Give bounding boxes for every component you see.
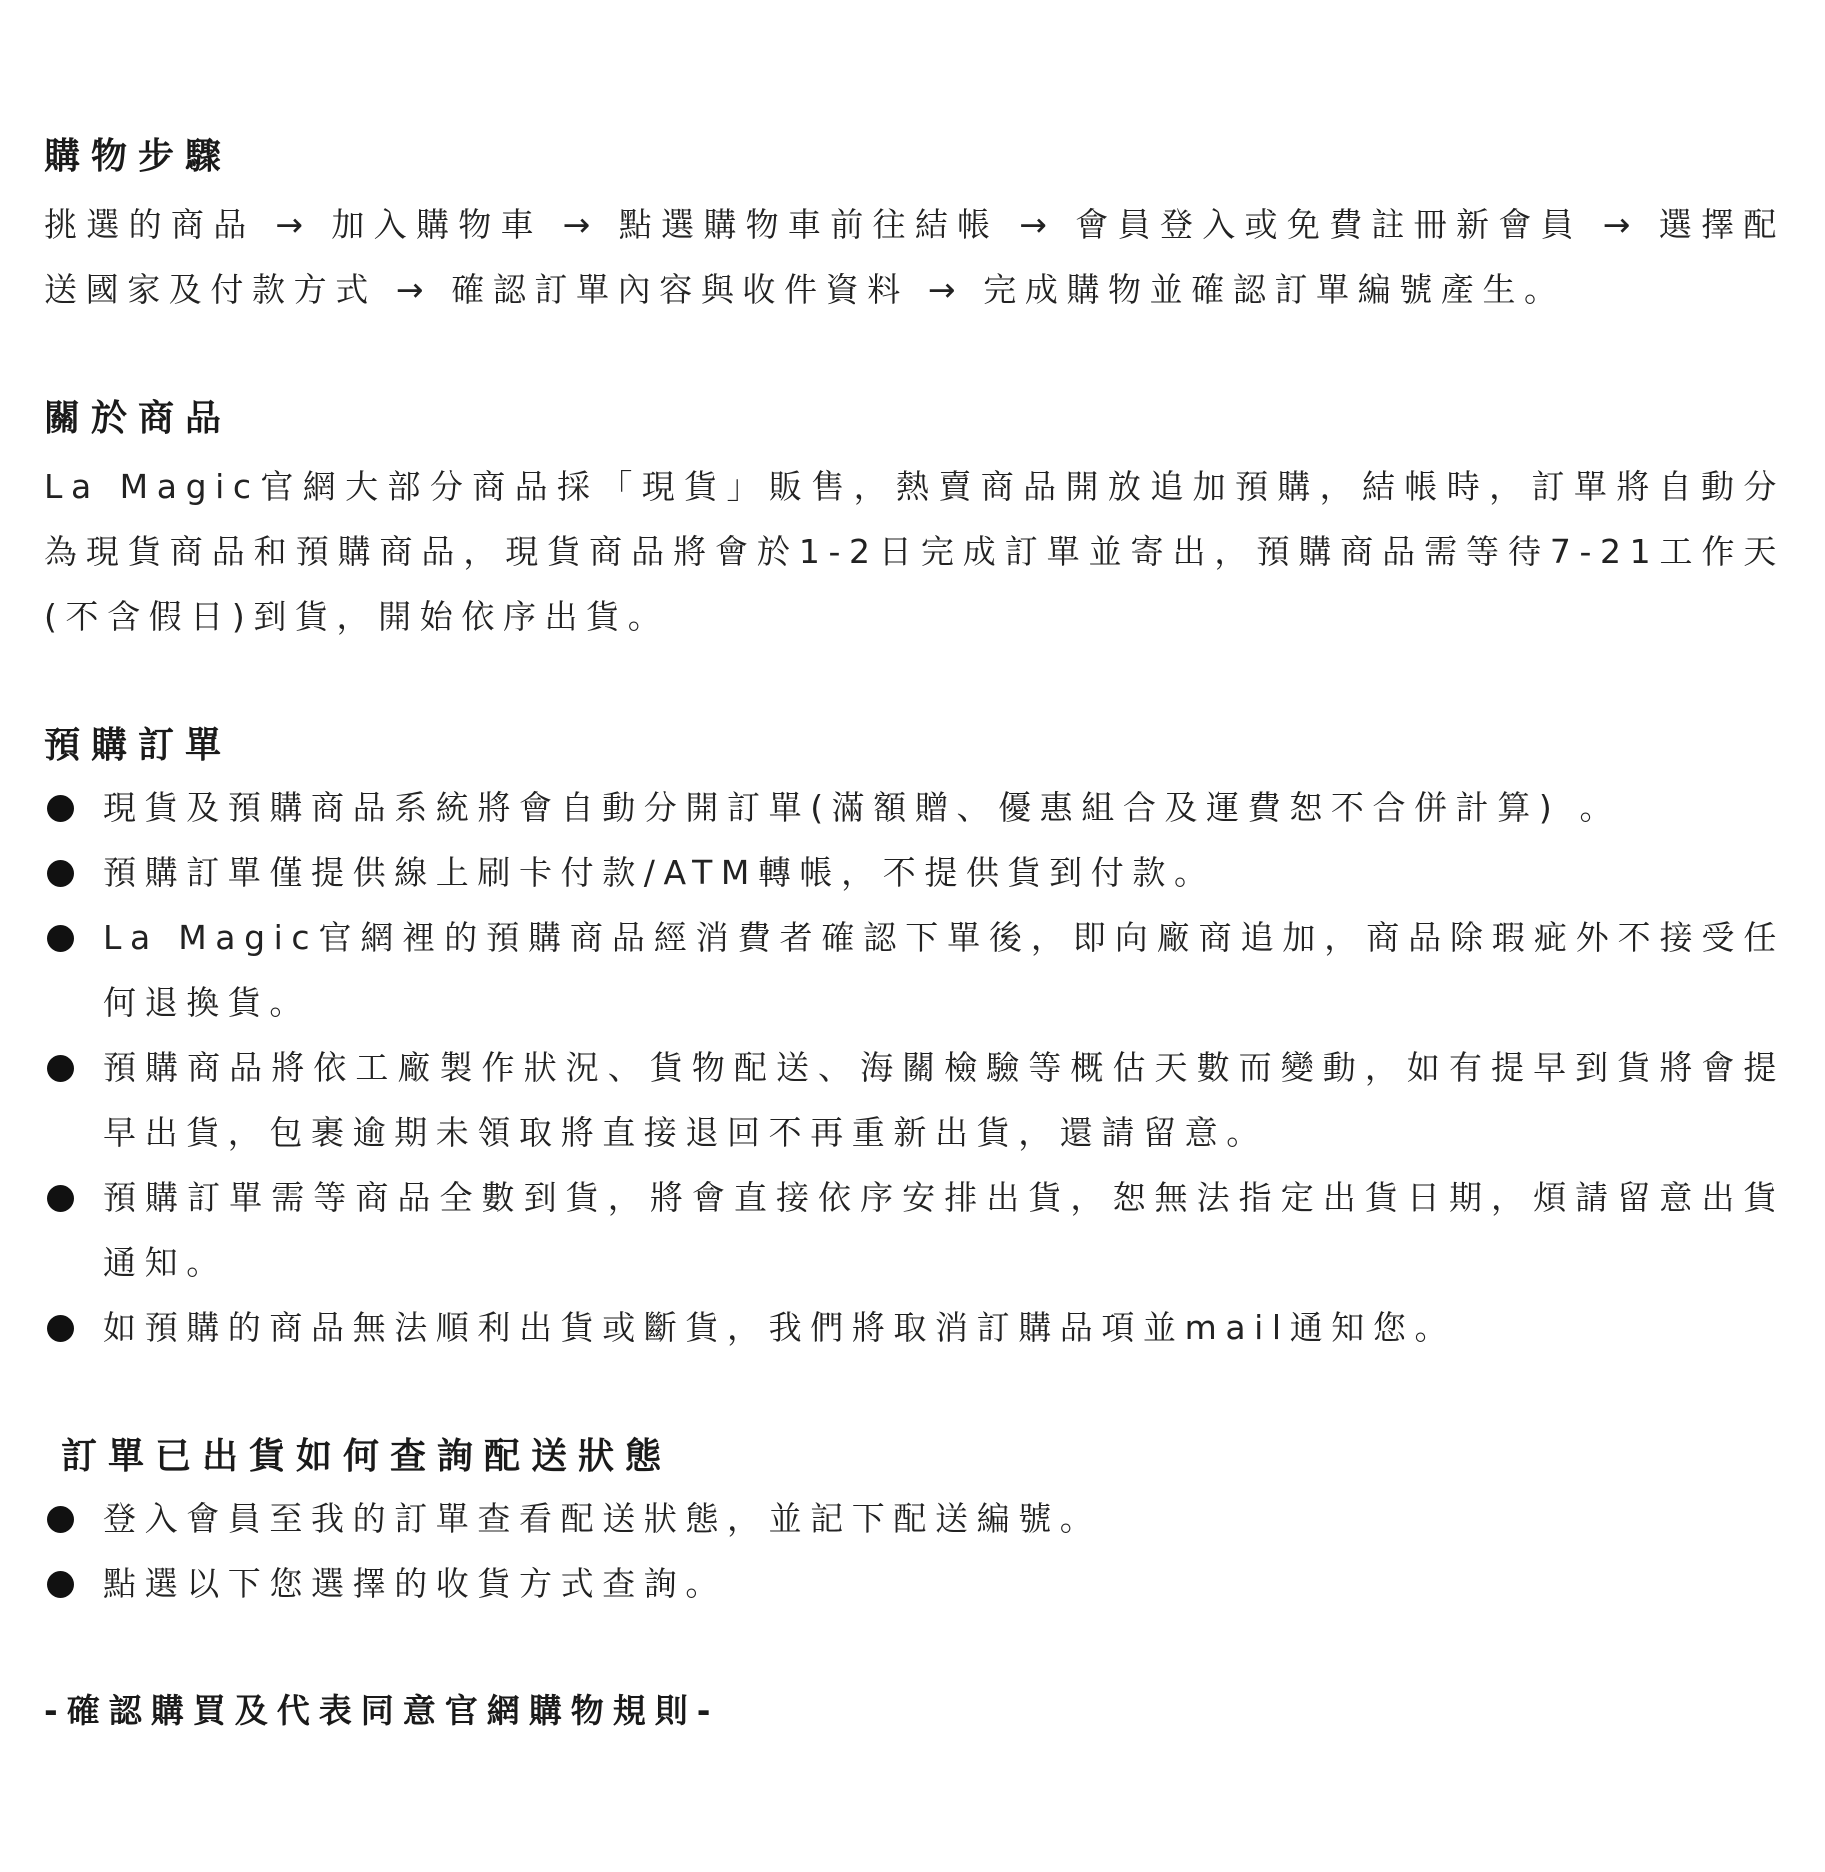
purchase-agreement-note: -確認購買及代表同意官網購物規則- xyxy=(44,1691,720,1730)
list-item-text: 預購商品將依工廠製作狀況、貨物配送、海關檢驗等概估天數而變動，如有提早到貨將會提早出貨，包裹逾期未領取將直接退回不再重新出貨，還請留意。 xyxy=(103,1048,1785,1152)
list-item xyxy=(44,1165,1785,1295)
bullet-icon xyxy=(47,1055,74,1082)
list-item-text: 預購訂單需等商品全數到貨，將會直接依序安排出貨，恕無法指定出貨日期，煩請留意出貨通知。 xyxy=(103,1178,1785,1282)
section-title-shipping-status: 訂單已出貨如何查詢配送狀態 xyxy=(61,1436,673,1477)
preorder-list xyxy=(44,775,1785,1360)
shipping-status-list xyxy=(44,1486,1785,1616)
list-item xyxy=(44,1486,1785,1551)
list-item-text: 預購訂單僅提供線上刷卡付款/ATM轉帳，不提供貨到付款。 xyxy=(103,853,1216,892)
bullet-icon xyxy=(47,1571,74,1598)
bullet-icon xyxy=(47,1315,74,1342)
list-item xyxy=(44,1295,1785,1360)
list-item xyxy=(44,1035,1785,1165)
list-item xyxy=(44,1551,1785,1616)
about-products-text: La Magic官網大部分商品採「現貨」販售，熱賣商品開放追加預購，結帳時，訂單將自動分為現貨商品和預購商品，現貨商品將會於1-2日完成訂單並寄出，預購商品需等待7-21工作天(不含假日)到貨，開始依序出貨。 xyxy=(44,467,1785,636)
list-item xyxy=(44,905,1785,1035)
section-title-about-products: 關於商品 xyxy=(44,398,233,439)
section-title-shopping-steps: 購物步驟 xyxy=(44,136,233,177)
list-item-text: 如預購的商品無法順利出貨或斷貨，我們將取消訂購品項並mail通知您。 xyxy=(103,1308,1457,1347)
list-item xyxy=(44,775,1785,840)
list-item-text: 點選以下您選擇的收貨方式查詢。 xyxy=(103,1564,727,1603)
bullet-icon xyxy=(47,1185,74,1212)
bullet-icon xyxy=(47,795,74,822)
list-item xyxy=(44,840,1785,905)
bullet-icon xyxy=(47,860,74,887)
list-item-text: 現貨及預購商品系統將會自動分開訂單(滿額贈、優惠組合及運費恕不合併計算) 。 xyxy=(103,788,1622,827)
shopping-steps-text: 挑選的商品 → 加入購物車 → 點選購物車前往結帳 → 會員登入或免費註冊新會員 → 選擇配送國家及付款方式 → 確認訂單內容與收件資料 → 完成購物並確認訂單編號產生。 xyxy=(44,205,1785,309)
list-item-text: 登入會員至我的訂單查看配送狀態，並記下配送編號。 xyxy=(103,1499,1102,1538)
list-item-text: La Magic官網裡的預購商品經消費者確認下單後，即向廠商追加，商品除瑕疵外不接受任何退換貨。 xyxy=(103,918,1785,1022)
bullet-icon xyxy=(47,1506,74,1533)
section-title-preorder: 預購訂單 xyxy=(44,725,233,766)
bullet-icon xyxy=(47,925,74,952)
